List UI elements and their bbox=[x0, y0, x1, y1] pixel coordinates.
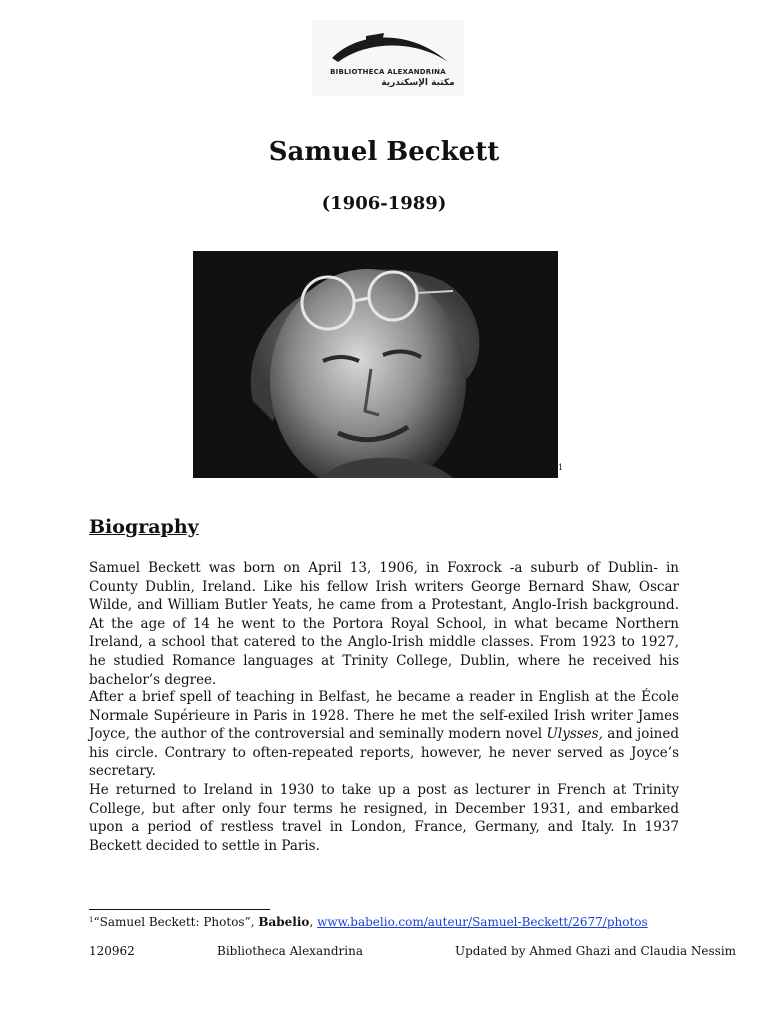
footnote bbox=[89, 915, 648, 929]
paragraph-2 bbox=[89, 688, 679, 781]
footer-institution: Bibliotheca Alexandrina bbox=[217, 944, 363, 958]
bibliotheca-alexandrina-logo bbox=[312, 20, 464, 96]
footnote-text: “Samuel Beckett: Photos”, bbox=[93, 915, 259, 929]
paragraph-1: Samuel Beckett was born on April 13, 1906, in Foxrock -a suburb of Dublin- in County Dublin, Ireland. Like his fellow Irish writers George Bernard Shaw, Oscar Wilde, and William Butler Yeats, he came from a Protestant, Anglo-Irish background. At the age of 14 he went to the Portora Royal School, in what became Northern Ireland, a school that catered to the Anglo-Irish middle classes. From 1923 to 1927, he studied Romance languages at Trinity College, Dublin, where he received his bachelor’s degree. bbox=[89, 560, 679, 688]
logo-name-arabic: مكتبة الإسكندرية bbox=[381, 78, 455, 88]
footnote-divider bbox=[89, 909, 270, 910]
paragraph-3: He returned to Ireland in 1930 to take up a post as lecturer in French at Trinity College, but after only four terms he resigned, in December 1931, and embarked upon a period of restless travel in London, France, Germany, and Italy. In 1937 Beckett decided to settle in Paris. bbox=[89, 782, 679, 854]
portrait-photo bbox=[193, 251, 558, 478]
section-heading-biography: Biography bbox=[89, 516, 199, 538]
life-dates: (1906-1989) bbox=[321, 193, 447, 214]
paragraph-2-text-a: After a brief spell of teaching in Belfast, he became a reader in English at the École Normale Supérieure in Paris in 1928. There he met the self-exiled Irish writer James Joyce, the author of the controversial and seminally modern novel bbox=[89, 689, 679, 743]
footer-credits: Updated by Ahmed Ghazi and Claudia Nessim bbox=[455, 944, 737, 958]
footnote-number: 1 bbox=[89, 916, 94, 924]
paragraph-2-italic-title: Ulysses, bbox=[546, 726, 603, 743]
page-title: Samuel Beckett bbox=[268, 137, 500, 167]
footer-document-number: 120962 bbox=[89, 944, 135, 958]
paragraph-2-text-b: and joined his circle. Contrary to often-repeated reports, however, he never served as Joyce’s secretary. bbox=[89, 726, 679, 780]
footnote-separator: , bbox=[309, 915, 318, 929]
logo-name-english: BIBLIOTHECA ALEXANDRINA bbox=[330, 68, 446, 76]
photo-footnote-ref: 1 bbox=[558, 463, 564, 472]
footnote-link[interactable]: www.babelio.com/auteur/Samuel-Beckett/2677/photos bbox=[317, 915, 648, 929]
footnote-source: Babelio bbox=[258, 915, 310, 929]
arch-logo-icon bbox=[312, 20, 464, 70]
